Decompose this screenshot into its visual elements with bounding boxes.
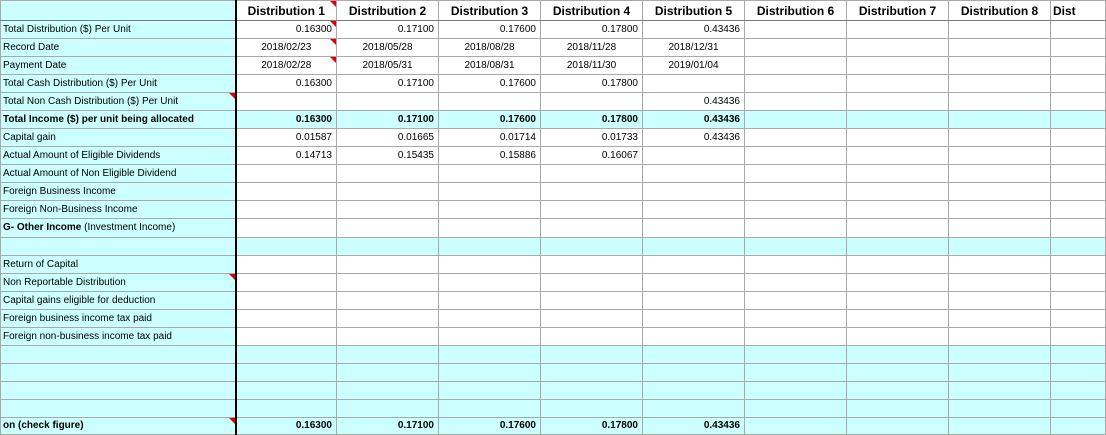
value-cell[interactable] <box>236 165 337 183</box>
value-cell[interactable]: 0.17800 <box>541 21 643 39</box>
value-cell[interactable] <box>949 292 1051 310</box>
value-cell[interactable] <box>337 183 439 201</box>
value-cell[interactable] <box>541 238 643 256</box>
value-cell[interactable] <box>337 328 439 346</box>
value-cell[interactable] <box>745 382 847 400</box>
value-cell[interactable]: 0.01733 <box>541 129 643 147</box>
value-cell[interactable] <box>541 400 643 418</box>
table-row-capital-gains-deduction <box>1 292 1106 310</box>
value-cell[interactable] <box>337 238 439 256</box>
value-cell[interactable]: 0.15886 <box>439 147 541 165</box>
value-cell[interactable]: 0.16300 <box>236 21 337 39</box>
column-header-cell[interactable]: Distribution 5 <box>643 1 745 21</box>
value-cell[interactable] <box>643 310 745 328</box>
value-cell[interactable] <box>949 129 1051 147</box>
value-cell[interactable] <box>541 382 643 400</box>
value-cell[interactable] <box>1051 328 1106 346</box>
value-cell[interactable] <box>541 310 643 328</box>
value-cell[interactable] <box>949 183 1051 201</box>
value-cell[interactable] <box>337 256 439 274</box>
value-cell[interactable] <box>236 400 337 418</box>
value-cell[interactable]: 2018/05/31 <box>337 57 439 75</box>
value-cell[interactable] <box>949 39 1051 57</box>
row-label[interactable]: Actual Amount of Non Eligible Dividend <box>1 165 236 183</box>
value-cell[interactable] <box>541 165 643 183</box>
value-cell[interactable] <box>745 219 847 238</box>
value-cell[interactable] <box>847 364 949 382</box>
value-cell[interactable] <box>1051 165 1106 183</box>
value-cell[interactable] <box>745 147 847 165</box>
row-label[interactable]: Total Distribution ($) Per Unit <box>1 21 236 39</box>
value-cell[interactable] <box>1051 111 1106 129</box>
value-cell[interactable] <box>847 39 949 57</box>
value-cell[interactable] <box>541 93 643 111</box>
value-cell[interactable] <box>236 292 337 310</box>
row-label[interactable]: Non Reportable Distribution <box>1 274 236 292</box>
value-cell[interactable] <box>847 418 949 435</box>
column-header-cell[interactable]: Distribution 8 <box>949 1 1051 21</box>
column-header-cell[interactable]: Distribution 3 <box>439 1 541 21</box>
value-cell[interactable] <box>643 183 745 201</box>
row-label[interactable]: Return of Capital <box>1 256 236 274</box>
value-cell[interactable] <box>847 238 949 256</box>
value-cell[interactable] <box>439 292 541 310</box>
value-cell[interactable] <box>847 292 949 310</box>
value-cell[interactable]: 2018/02/28 <box>236 57 337 75</box>
value-cell[interactable]: 0.43436 <box>643 129 745 147</box>
row-label-rest: (Investment Income) <box>81 222 176 233</box>
table-row-other-income <box>1 219 1106 238</box>
value-cell[interactable]: 0.17600 <box>439 111 541 129</box>
value-cell[interactable] <box>541 346 643 364</box>
value-cell[interactable] <box>643 364 745 382</box>
value-cell[interactable] <box>847 111 949 129</box>
value-cell[interactable] <box>337 165 439 183</box>
row-label[interactable]: Capital gains eligible for deduction <box>1 292 236 310</box>
value-cell[interactable]: 0.17100 <box>337 21 439 39</box>
table-row-total-non-cash <box>1 93 1106 111</box>
table-row-foreign-business-tax <box>1 310 1106 328</box>
value-cell[interactable] <box>847 219 949 238</box>
value-cell[interactable] <box>541 201 643 219</box>
value-cell[interactable] <box>847 93 949 111</box>
row-label[interactable]: Total Income ($) per unit being allocated <box>1 111 236 129</box>
value-cell[interactable] <box>847 57 949 75</box>
value-cell[interactable]: 0.17600 <box>439 21 541 39</box>
value-cell[interactable] <box>236 201 337 219</box>
value-cell[interactable] <box>949 400 1051 418</box>
value-cell[interactable] <box>439 93 541 111</box>
value-cell[interactable] <box>745 310 847 328</box>
value-cell[interactable] <box>949 256 1051 274</box>
value-cell[interactable] <box>847 382 949 400</box>
row-label[interactable]: Payment Date <box>1 57 236 75</box>
value-cell[interactable]: 0.16300 <box>236 111 337 129</box>
value-cell[interactable] <box>745 93 847 111</box>
value-cell[interactable] <box>541 364 643 382</box>
value-cell[interactable]: 2018/11/28 <box>541 39 643 57</box>
value-cell[interactable] <box>1051 256 1106 274</box>
value-cell[interactable] <box>847 165 949 183</box>
value-cell[interactable]: 0.17100 <box>337 75 439 93</box>
value-cell[interactable] <box>745 238 847 256</box>
value-cell[interactable] <box>745 201 847 219</box>
value-cell[interactable] <box>949 21 1051 39</box>
value-cell[interactable] <box>745 111 847 129</box>
table-row-blank <box>1 346 1106 364</box>
row-label[interactable]: Total Cash Distribution ($) Per Unit <box>1 75 236 93</box>
value-cell[interactable] <box>1051 364 1106 382</box>
value-cell[interactable] <box>1051 400 1106 418</box>
value-cell[interactable] <box>236 328 337 346</box>
value-cell[interactable] <box>949 75 1051 93</box>
value-cell[interactable]: 0.16067 <box>541 147 643 165</box>
value-cell[interactable] <box>236 256 337 274</box>
value-cell[interactable] <box>643 238 745 256</box>
value-cell[interactable] <box>236 382 337 400</box>
value-cell[interactable] <box>439 328 541 346</box>
value-cell[interactable] <box>949 274 1051 292</box>
value-cell[interactable] <box>847 346 949 364</box>
value-cell[interactable] <box>337 346 439 364</box>
value-cell[interactable] <box>236 93 337 111</box>
value-cell[interactable] <box>541 256 643 274</box>
value-cell[interactable]: 0.01714 <box>439 129 541 147</box>
value-cell[interactable] <box>847 129 949 147</box>
value-cell[interactable] <box>847 21 949 39</box>
value-cell[interactable] <box>1051 147 1106 165</box>
value-cell[interactable] <box>439 183 541 201</box>
header-corner-cell[interactable] <box>1 1 236 21</box>
row-label[interactable]: Foreign Business Income <box>1 183 236 201</box>
value-cell[interactable] <box>1051 219 1106 238</box>
value-cell[interactable] <box>643 328 745 346</box>
value-cell[interactable] <box>1051 75 1106 93</box>
row-label[interactable] <box>1 382 236 400</box>
value-cell[interactable] <box>439 238 541 256</box>
value-cell[interactable] <box>745 256 847 274</box>
value-cell[interactable] <box>745 328 847 346</box>
value-cell[interactable] <box>1051 39 1106 57</box>
value-cell[interactable] <box>236 183 337 201</box>
table-row-blank <box>1 364 1106 382</box>
header-row <box>1 1 1106 21</box>
table-row-total-cash <box>1 75 1106 93</box>
table-row-total-income <box>1 111 1106 129</box>
value-cell[interactable]: 0.16300 <box>236 75 337 93</box>
value-cell[interactable] <box>1051 310 1106 328</box>
row-label[interactable] <box>1 238 236 256</box>
row-label[interactable]: Foreign non-business income tax paid <box>1 328 236 346</box>
row-label[interactable] <box>1 400 236 418</box>
value-cell[interactable] <box>949 382 1051 400</box>
value-cell[interactable] <box>337 274 439 292</box>
value-cell[interactable] <box>439 201 541 219</box>
value-cell[interactable] <box>643 382 745 400</box>
value-cell[interactable] <box>847 328 949 346</box>
value-cell[interactable] <box>745 57 847 75</box>
value-cell[interactable] <box>1051 292 1106 310</box>
table-row-return-of-capital <box>1 256 1106 274</box>
value-cell[interactable] <box>643 274 745 292</box>
column-header-cell[interactable]: Distribution 4 <box>541 1 643 21</box>
value-cell[interactable] <box>847 400 949 418</box>
table-row-payment-date <box>1 57 1106 75</box>
value-cell[interactable] <box>541 274 643 292</box>
value-cell[interactable] <box>949 346 1051 364</box>
value-cell[interactable] <box>949 147 1051 165</box>
value-cell[interactable] <box>745 129 847 147</box>
value-cell[interactable]: 2018/08/31 <box>439 57 541 75</box>
value-cell[interactable]: 0.16300 <box>236 418 337 435</box>
value-cell[interactable] <box>1051 183 1106 201</box>
table-row-check-figure <box>1 418 1106 435</box>
value-cell[interactable]: 0.17800 <box>541 418 643 435</box>
table-row-foreign-business-income <box>1 183 1106 201</box>
value-cell[interactable] <box>847 256 949 274</box>
value-cell[interactable] <box>1051 93 1106 111</box>
value-cell[interactable] <box>745 346 847 364</box>
value-cell[interactable] <box>745 292 847 310</box>
value-cell[interactable] <box>236 346 337 364</box>
value-cell[interactable] <box>1051 238 1106 256</box>
column-header-cell[interactable]: Distribution 6 <box>745 1 847 21</box>
row-label[interactable]: Capital gain <box>1 129 236 147</box>
value-cell[interactable]: 2018/11/30 <box>541 57 643 75</box>
row-label[interactable] <box>1 346 236 364</box>
row-label[interactable]: Foreign business income tax paid <box>1 310 236 328</box>
table-row-record-date <box>1 39 1106 57</box>
table-row-blank <box>1 238 1106 256</box>
value-cell[interactable]: 0.01587 <box>236 129 337 147</box>
value-cell[interactable] <box>541 292 643 310</box>
table-row-blank <box>1 400 1106 418</box>
value-cell[interactable] <box>1051 201 1106 219</box>
row-label[interactable] <box>1 364 236 382</box>
value-cell[interactable]: 2019/01/04 <box>643 57 745 75</box>
value-cell[interactable] <box>949 310 1051 328</box>
value-cell[interactable] <box>337 219 439 238</box>
value-cell[interactable] <box>337 364 439 382</box>
table-row-non-eligible-dividend <box>1 165 1106 183</box>
value-cell[interactable] <box>337 93 439 111</box>
value-cell[interactable] <box>949 57 1051 75</box>
value-cell[interactable] <box>745 165 847 183</box>
value-cell[interactable] <box>949 328 1051 346</box>
value-cell[interactable] <box>439 400 541 418</box>
value-cell[interactable] <box>337 201 439 219</box>
value-cell[interactable] <box>949 238 1051 256</box>
value-cell[interactable] <box>847 183 949 201</box>
table-row-non-reportable <box>1 274 1106 292</box>
row-label[interactable]: Foreign Non-Business Income <box>1 201 236 219</box>
value-cell[interactable] <box>439 364 541 382</box>
value-cell[interactable] <box>1051 57 1106 75</box>
value-cell[interactable]: 0.43436 <box>643 21 745 39</box>
value-cell[interactable] <box>236 364 337 382</box>
value-cell[interactable]: 0.17600 <box>439 75 541 93</box>
value-cell[interactable] <box>745 364 847 382</box>
value-cell[interactable] <box>439 219 541 238</box>
value-cell[interactable] <box>949 201 1051 219</box>
value-cell[interactable] <box>847 310 949 328</box>
value-cell[interactable] <box>847 147 949 165</box>
value-cell[interactable] <box>236 274 337 292</box>
value-cell[interactable] <box>643 346 745 364</box>
value-cell[interactable] <box>745 21 847 39</box>
row-label[interactable]: Actual Amount of Eligible Dividends <box>1 147 236 165</box>
value-cell[interactable] <box>745 39 847 57</box>
table-row-total-distribution <box>1 21 1106 39</box>
value-cell[interactable] <box>643 75 745 93</box>
value-cell[interactable]: 0.17100 <box>337 418 439 435</box>
value-cell[interactable] <box>949 93 1051 111</box>
row-label[interactable] <box>1 219 236 238</box>
value-cell[interactable] <box>643 219 745 238</box>
value-cell[interactable]: 2018/08/28 <box>439 39 541 57</box>
value-cell[interactable] <box>643 147 745 165</box>
value-cell[interactable]: 0.43436 <box>643 111 745 129</box>
value-cell[interactable] <box>236 219 337 238</box>
value-cell[interactable]: 0.17100 <box>337 111 439 129</box>
value-cell[interactable]: 0.17800 <box>541 111 643 129</box>
row-label-bold: G- Other Income <box>3 222 82 233</box>
row-label[interactable]: on (check figure) <box>1 418 236 435</box>
column-header-cell[interactable]: Distribution 2 <box>337 1 439 21</box>
value-cell[interactable] <box>643 201 745 219</box>
table-row-eligible-dividends <box>1 147 1106 165</box>
value-cell[interactable] <box>847 201 949 219</box>
row-label[interactable]: Record Date <box>1 39 236 57</box>
value-cell[interactable] <box>949 165 1051 183</box>
value-cell[interactable] <box>745 183 847 201</box>
value-cell[interactable] <box>1051 382 1106 400</box>
value-cell[interactable] <box>439 274 541 292</box>
row-label[interactable]: Total Non Cash Distribution ($) Per Unit <box>1 93 236 111</box>
value-cell[interactable]: 2018/12/31 <box>643 39 745 57</box>
value-cell[interactable] <box>541 328 643 346</box>
value-cell[interactable]: 0.43436 <box>643 93 745 111</box>
value-cell[interactable] <box>1051 129 1106 147</box>
value-cell[interactable] <box>541 219 643 238</box>
value-cell[interactable] <box>439 310 541 328</box>
value-cell[interactable] <box>337 382 439 400</box>
value-cell[interactable] <box>643 292 745 310</box>
value-cell[interactable] <box>439 382 541 400</box>
value-cell[interactable] <box>643 256 745 274</box>
value-cell[interactable] <box>439 165 541 183</box>
value-cell[interactable] <box>541 183 643 201</box>
value-cell[interactable] <box>949 111 1051 129</box>
value-cell[interactable]: 2018/02/23 <box>236 39 337 57</box>
table-row-foreign-non-business-tax <box>1 328 1106 346</box>
value-cell[interactable] <box>643 165 745 183</box>
value-cell[interactable] <box>643 400 745 418</box>
value-cell[interactable]: 0.14713 <box>236 147 337 165</box>
value-cell[interactable] <box>745 418 847 435</box>
column-header-cell[interactable]: Distribution 1 <box>236 1 337 21</box>
column-header-cell[interactable]: Distribution 7 <box>847 1 949 21</box>
table-row-blank <box>1 382 1106 400</box>
table-row-capital-gain <box>1 129 1106 147</box>
value-cell[interactable] <box>1051 418 1106 435</box>
value-cell[interactable]: 0.01665 <box>337 129 439 147</box>
value-cell[interactable] <box>337 310 439 328</box>
value-cell[interactable] <box>847 75 949 93</box>
value-cell[interactable] <box>236 238 337 256</box>
value-cell[interactable]: 0.17800 <box>541 75 643 93</box>
value-cell[interactable] <box>745 75 847 93</box>
value-cell[interactable]: 0.17600 <box>439 418 541 435</box>
value-cell[interactable] <box>1051 346 1106 364</box>
column-header-cell[interactable]: Dist <box>1051 1 1106 21</box>
value-cell[interactable] <box>236 310 337 328</box>
value-cell[interactable]: 0.43436 <box>643 418 745 435</box>
value-cell[interactable] <box>949 418 1051 435</box>
value-cell[interactable] <box>745 274 847 292</box>
value-cell[interactable] <box>439 346 541 364</box>
value-cell[interactable] <box>1051 21 1106 39</box>
value-cell[interactable]: 0.15435 <box>337 147 439 165</box>
value-cell[interactable] <box>745 400 847 418</box>
table-row-foreign-non-business-income <box>1 201 1106 219</box>
value-cell[interactable] <box>337 292 439 310</box>
value-cell[interactable] <box>439 256 541 274</box>
value-cell[interactable] <box>337 400 439 418</box>
value-cell[interactable]: 2018/05/28 <box>337 39 439 57</box>
value-cell[interactable] <box>949 364 1051 382</box>
value-cell[interactable] <box>847 274 949 292</box>
value-cell[interactable] <box>949 219 1051 238</box>
value-cell[interactable] <box>1051 274 1106 292</box>
